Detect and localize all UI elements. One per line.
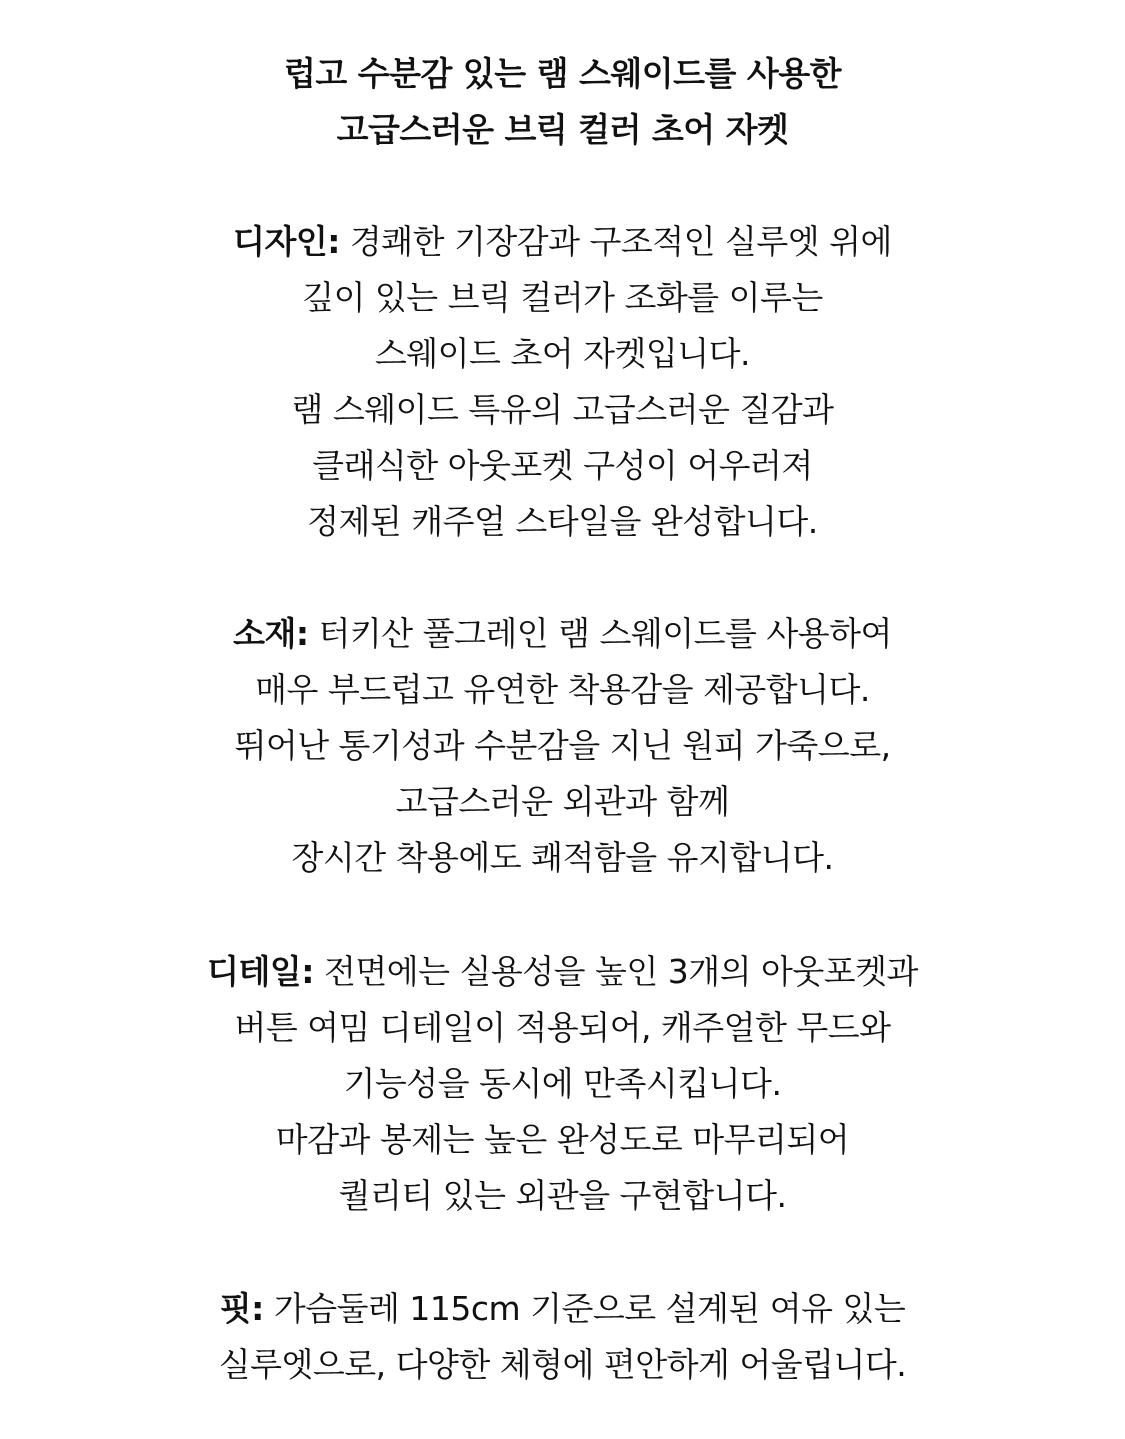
fit-first-text: 가슴둘레 115cm 기준으로 설계된 여유 있는 bbox=[263, 1289, 906, 1328]
headline bbox=[0, 46, 1125, 158]
detail-first-text: 전면에는 실용성을 높인 3개의 아웃포켓과 bbox=[313, 952, 918, 991]
design-first-text: 경쾌한 기장감과 구조적인 실루엣 위에 bbox=[339, 222, 892, 261]
design-line: 스웨이드 초어 자켓입니다. bbox=[374, 334, 751, 373]
headline-line: 고급스러운 브릭 컬러 초어 자켓 bbox=[336, 110, 789, 149]
fit-first-line bbox=[0, 1281, 1125, 1337]
material-label: 소재: bbox=[233, 614, 309, 653]
design-line: 클래식한 아웃포켓 구성이 어우러져 bbox=[312, 446, 813, 485]
detail-section bbox=[0, 944, 1125, 1224]
material-line: 장시간 착용에도 쾌적함을 유지합니다. bbox=[291, 838, 834, 877]
material-line: 매우 부드럽고 유연한 착용감을 제공합니다. bbox=[255, 670, 870, 709]
design-label: 디자인: bbox=[233, 222, 340, 261]
design-line: 정제된 캐주얼 스타일을 완성합니다. bbox=[307, 502, 818, 541]
detail-line: 퀄리티 있는 외관을 구현합니다. bbox=[338, 1176, 787, 1215]
design-line: 램 스웨이드 특유의 고급스러운 질감과 bbox=[291, 390, 834, 429]
material-line: 고급스러운 외관과 함께 bbox=[395, 782, 730, 821]
design-first-line bbox=[0, 214, 1125, 270]
detail-first-line bbox=[0, 944, 1125, 1000]
design-section bbox=[0, 214, 1125, 550]
fit-line: 실루엣으로, 다양한 체형에 편안하게 어울립니다. bbox=[218, 1345, 907, 1384]
design-line: 깊이 있는 브릭 컬러가 조화를 이루는 bbox=[302, 278, 823, 317]
detail-line: 버튼 여밈 디테일이 적용되어, 캐주얼한 무드와 bbox=[234, 1008, 891, 1047]
detail-line: 기능성을 동시에 만족시킵니다. bbox=[343, 1064, 782, 1103]
material-first-line bbox=[0, 606, 1125, 662]
material-first-text: 터키산 풀그레인 램 스웨이드를 사용하여 bbox=[308, 614, 892, 653]
detail-line: 마감과 봉제는 높은 완성도로 마무리되어 bbox=[275, 1120, 850, 1159]
fit-label: 핏: bbox=[219, 1289, 264, 1328]
fit-section bbox=[0, 1281, 1125, 1393]
material-line: 뛰어난 통기성과 수분감을 지닌 원피 가죽으로, bbox=[234, 726, 891, 765]
detail-label: 디테일: bbox=[207, 952, 314, 991]
headline-line: 럽고 수분감 있는 램 스웨이드를 사용한 bbox=[284, 54, 841, 93]
material-section bbox=[0, 606, 1125, 886]
